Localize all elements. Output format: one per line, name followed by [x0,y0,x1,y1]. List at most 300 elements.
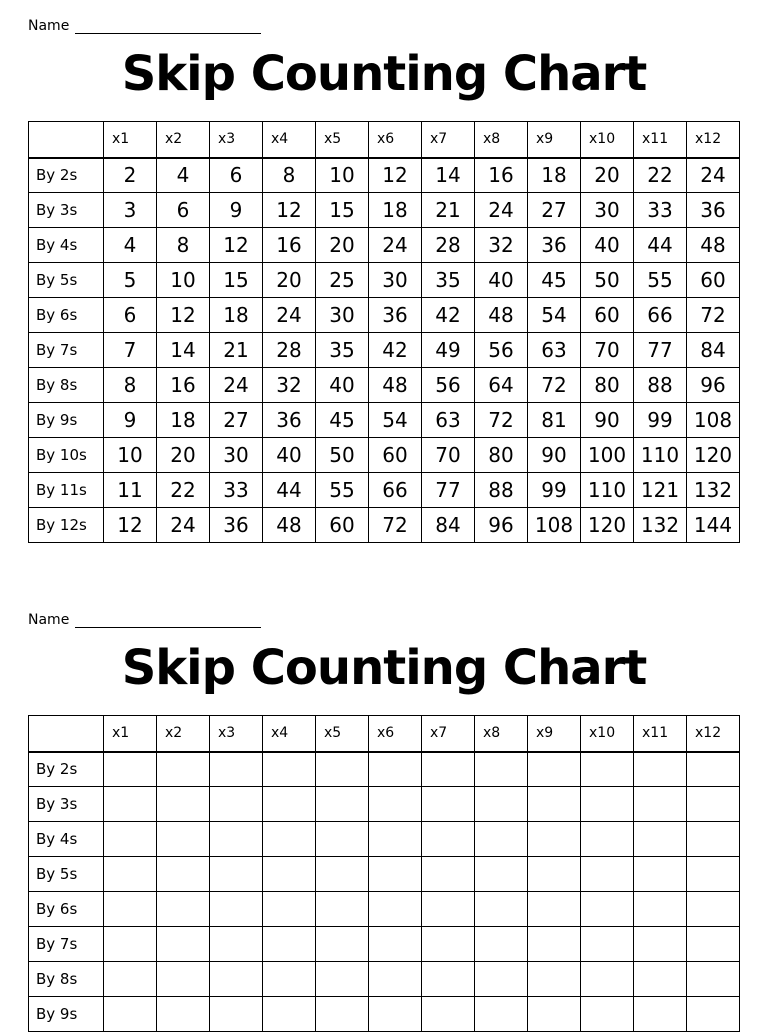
table-cell: 14 [422,158,475,193]
row-label: By 5s [29,263,104,298]
corner-cell [29,122,104,158]
table-cell: 6 [210,158,263,193]
table-cell: 16 [157,368,210,403]
table-cell: 12 [104,508,157,543]
column-header: x8 [475,716,528,752]
table-cell: 36 [263,403,316,438]
table-cell [369,787,422,822]
table-cell: 33 [210,473,263,508]
table-cell: 10 [157,263,210,298]
table-cell [210,927,263,962]
table-cell [528,927,581,962]
table-cell: 24 [475,193,528,228]
table-cell: 72 [528,368,581,403]
page-title: Skip Counting Chart [121,640,647,696]
table-cell: 50 [581,263,634,298]
table-cell [316,787,369,822]
table-cell: 8 [263,158,316,193]
table-cell [263,962,316,997]
table-cell: 60 [369,438,422,473]
table-cell [528,752,581,787]
table-cell: 48 [263,508,316,543]
table-row [29,962,740,997]
table-cell [687,997,740,1032]
table-cell: 96 [687,368,740,403]
table-cell: 63 [422,403,475,438]
table-cell [581,962,634,997]
table-cell: 36 [369,298,422,333]
table-cell: 32 [475,228,528,263]
table-cell: 30 [581,193,634,228]
table-cell: 40 [475,263,528,298]
table-cell: 64 [475,368,528,403]
table-cell [581,752,634,787]
table-row [29,752,740,787]
name-label: Name [28,18,70,34]
column-header: x10 [581,716,634,752]
table-cell [104,962,157,997]
column-header: x8 [475,122,528,158]
table-cell [422,892,475,927]
table-cell: 48 [475,298,528,333]
table-cell [157,892,210,927]
table-cell [634,997,687,1032]
table-cell [422,752,475,787]
row-label: By 6s [29,892,104,927]
table-cell: 12 [263,193,316,228]
row-label: By 2s [29,158,104,193]
table-row [29,228,740,263]
table-cell: 132 [687,473,740,508]
column-header: x3 [210,122,263,158]
table-row [29,403,740,438]
table-cell: 8 [157,228,210,263]
table-cell: 60 [316,508,369,543]
table-row [29,368,740,403]
table-cell: 20 [157,438,210,473]
table-cell: 14 [157,333,210,368]
table-cell: 22 [157,473,210,508]
row-label: By 5s [29,857,104,892]
table-cell: 12 [369,158,422,193]
table-cell: 100 [581,438,634,473]
table-cell: 30 [369,263,422,298]
table-cell [687,962,740,997]
table-cell: 35 [422,263,475,298]
row-label: By 8s [29,962,104,997]
table-cell [475,857,528,892]
table-cell [475,927,528,962]
table-cell [157,857,210,892]
table-cell: 11 [104,473,157,508]
column-header: x12 [687,122,740,158]
table-cell [687,892,740,927]
column-header: x6 [369,716,422,752]
table-cell: 55 [634,263,687,298]
name-label: Name [28,612,70,628]
table-cell: 54 [528,298,581,333]
table-cell: 88 [475,473,528,508]
table-cell: 96 [475,508,528,543]
column-header: x4 [263,716,316,752]
table-cell: 20 [316,228,369,263]
table-cell: 15 [316,193,369,228]
table-cell [210,752,263,787]
table-cell: 22 [634,158,687,193]
table-cell [316,857,369,892]
table-row [29,822,740,857]
row-label: By 9s [29,997,104,1032]
table-cell: 72 [475,403,528,438]
table-cell [210,997,263,1032]
table-cell: 84 [422,508,475,543]
table-cell: 16 [475,158,528,193]
table-row [29,158,740,193]
table-cell [581,927,634,962]
skip-counting-table [28,715,740,1032]
table-cell [528,962,581,997]
table-cell [687,787,740,822]
table-cell: 108 [528,508,581,543]
column-header: x1 [104,122,157,158]
table-cell [263,857,316,892]
table-cell [475,962,528,997]
table-cell [316,997,369,1032]
table-cell: 110 [634,438,687,473]
table-cell: 40 [316,368,369,403]
table-cell [369,752,422,787]
table-cell [528,997,581,1032]
table-row [29,508,740,543]
table-cell: 144 [687,508,740,543]
table-cell: 12 [210,228,263,263]
row-label: By 7s [29,333,104,368]
table-cell [369,997,422,1032]
table-cell: 90 [528,438,581,473]
table-cell [263,997,316,1032]
row-label: By 2s [29,752,104,787]
table-cell: 24 [687,158,740,193]
table-cell: 99 [634,403,687,438]
table-cell: 66 [369,473,422,508]
table-cell: 49 [422,333,475,368]
column-header: x11 [634,122,687,158]
table-cell: 72 [369,508,422,543]
table-cell [528,822,581,857]
table-cell: 18 [528,158,581,193]
table-cell [687,927,740,962]
table-cell: 4 [104,228,157,263]
table-cell [263,787,316,822]
table-cell [634,927,687,962]
table-cell: 72 [687,298,740,333]
row-label: By 9s [29,403,104,438]
table-row [29,263,740,298]
table-cell: 132 [634,508,687,543]
table-cell [581,857,634,892]
header-row [29,716,740,752]
table-cell [369,857,422,892]
table-cell [263,892,316,927]
table-cell [369,892,422,927]
table-cell: 50 [316,438,369,473]
row-label: By 3s [29,193,104,228]
column-header: x12 [687,716,740,752]
table-cell: 8 [104,368,157,403]
table-cell: 54 [369,403,422,438]
table-row [29,298,740,333]
row-label: By 10s [29,438,104,473]
name-line [28,612,261,628]
table-cell: 56 [475,333,528,368]
table-cell: 99 [528,473,581,508]
table-cell: 6 [157,193,210,228]
table-cell: 33 [634,193,687,228]
row-label: By 4s [29,822,104,857]
table-cell: 88 [634,368,687,403]
row-label: By 4s [29,228,104,263]
table-cell: 44 [634,228,687,263]
table-cell [528,892,581,927]
table-cell: 6 [104,298,157,333]
table-cell [581,892,634,927]
table-cell [157,962,210,997]
name-blank [75,613,261,628]
table-cell: 70 [422,438,475,473]
table-cell: 10 [104,438,157,473]
table-cell [528,857,581,892]
table-cell: 27 [528,193,581,228]
table-cell [104,927,157,962]
table-cell [581,997,634,1032]
table-cell: 28 [422,228,475,263]
table-cell [263,752,316,787]
row-label: By 12s [29,508,104,543]
table-cell [369,822,422,857]
table-cell [104,857,157,892]
table-cell: 45 [316,403,369,438]
table-cell [634,857,687,892]
table-cell [422,822,475,857]
table-cell: 21 [210,333,263,368]
table-row [29,997,740,1032]
table-cell: 77 [422,473,475,508]
column-header: x5 [316,716,369,752]
table-cell [634,787,687,822]
table-cell [475,997,528,1032]
table-cell: 24 [210,368,263,403]
table-cell [210,857,263,892]
column-header: x5 [316,122,369,158]
table-cell [157,787,210,822]
table-cell [157,927,210,962]
table-cell: 18 [157,403,210,438]
table-cell: 120 [687,438,740,473]
table-cell: 9 [210,193,263,228]
table-cell [157,752,210,787]
table-cell: 121 [634,473,687,508]
table-cell [475,752,528,787]
table-row [29,193,740,228]
table-cell: 27 [210,403,263,438]
table-row [29,473,740,508]
table-cell: 7 [104,333,157,368]
table-cell [316,962,369,997]
table-cell: 25 [316,263,369,298]
table-cell: 36 [210,508,263,543]
table-cell: 12 [157,298,210,333]
table-cell: 48 [369,368,422,403]
table-cell: 2 [104,158,157,193]
row-label: By 6s [29,298,104,333]
table-cell: 108 [687,403,740,438]
table-cell: 45 [528,263,581,298]
table-cell: 66 [634,298,687,333]
row-label: By 3s [29,787,104,822]
table-cell [104,997,157,1032]
table-cell: 35 [316,333,369,368]
table-cell [157,822,210,857]
table-cell: 10 [316,158,369,193]
table-cell: 24 [369,228,422,263]
table-cell [210,787,263,822]
row-label: By 8s [29,368,104,403]
table-cell [475,787,528,822]
row-label: By 11s [29,473,104,508]
table-cell: 32 [263,368,316,403]
table-cell: 120 [581,508,634,543]
skip-counting-table [28,121,740,543]
name-blank [75,19,261,34]
table-cell: 18 [210,298,263,333]
table-cell: 15 [210,263,263,298]
table-row [29,892,740,927]
table-cell: 81 [528,403,581,438]
table-cell [316,927,369,962]
table-cell: 30 [210,438,263,473]
table-cell: 80 [475,438,528,473]
table-cell [422,962,475,997]
table-cell: 3 [104,193,157,228]
table-cell: 48 [687,228,740,263]
table-cell [475,822,528,857]
column-header: x7 [422,716,475,752]
table-cell: 63 [528,333,581,368]
header-row [29,122,740,158]
table-cell: 44 [263,473,316,508]
table-cell: 55 [316,473,369,508]
table-cell: 16 [263,228,316,263]
table-cell [475,892,528,927]
table-cell: 28 [263,333,316,368]
table-row [29,333,740,368]
table-cell: 90 [581,403,634,438]
table-cell: 21 [422,193,475,228]
table-cell [104,787,157,822]
table-cell [634,822,687,857]
table-cell [263,927,316,962]
table-cell [581,787,634,822]
table-cell: 24 [263,298,316,333]
table-cell: 80 [581,368,634,403]
table-cell [422,927,475,962]
column-header: x2 [157,716,210,752]
column-header: x6 [369,122,422,158]
table-cell: 36 [528,228,581,263]
table-cell [422,857,475,892]
table-cell [316,752,369,787]
table-cell: 60 [687,263,740,298]
column-header: x11 [634,716,687,752]
table-cell [104,822,157,857]
table-cell [316,822,369,857]
table-cell: 110 [581,473,634,508]
table-cell [687,752,740,787]
table-cell [687,857,740,892]
table-row [29,438,740,473]
table-cell: 20 [263,263,316,298]
table-cell [316,892,369,927]
table-cell [263,822,316,857]
table-cell [210,822,263,857]
table-row [29,787,740,822]
table-cell: 77 [634,333,687,368]
table-cell [634,892,687,927]
table-cell: 84 [687,333,740,368]
column-header: x9 [528,716,581,752]
table-cell [210,892,263,927]
column-header: x10 [581,122,634,158]
table-cell [369,927,422,962]
column-header: x7 [422,122,475,158]
table-cell: 42 [369,333,422,368]
table-cell: 42 [422,298,475,333]
column-header: x9 [528,122,581,158]
column-header: x2 [157,122,210,158]
table-cell [210,962,263,997]
table-cell: 5 [104,263,157,298]
table-cell: 9 [104,403,157,438]
column-header: x3 [210,716,263,752]
corner-cell [29,716,104,752]
table-cell: 4 [157,158,210,193]
table-cell [581,822,634,857]
table-cell: 56 [422,368,475,403]
table-cell: 20 [581,158,634,193]
row-label: By 7s [29,927,104,962]
table-cell: 40 [263,438,316,473]
table-cell: 18 [369,193,422,228]
table-cell: 40 [581,228,634,263]
table-cell [687,822,740,857]
table-cell [528,787,581,822]
table-cell: 36 [687,193,740,228]
table-cell [157,997,210,1032]
table-cell [422,997,475,1032]
table-cell [422,787,475,822]
table-cell: 60 [581,298,634,333]
table-cell [104,752,157,787]
page-title: Skip Counting Chart [121,46,647,102]
table-cell: 70 [581,333,634,368]
table-cell [104,892,157,927]
table-cell: 24 [157,508,210,543]
table-cell [634,752,687,787]
column-header: x4 [263,122,316,158]
table-cell [634,962,687,997]
table-cell: 30 [316,298,369,333]
table-row [29,857,740,892]
